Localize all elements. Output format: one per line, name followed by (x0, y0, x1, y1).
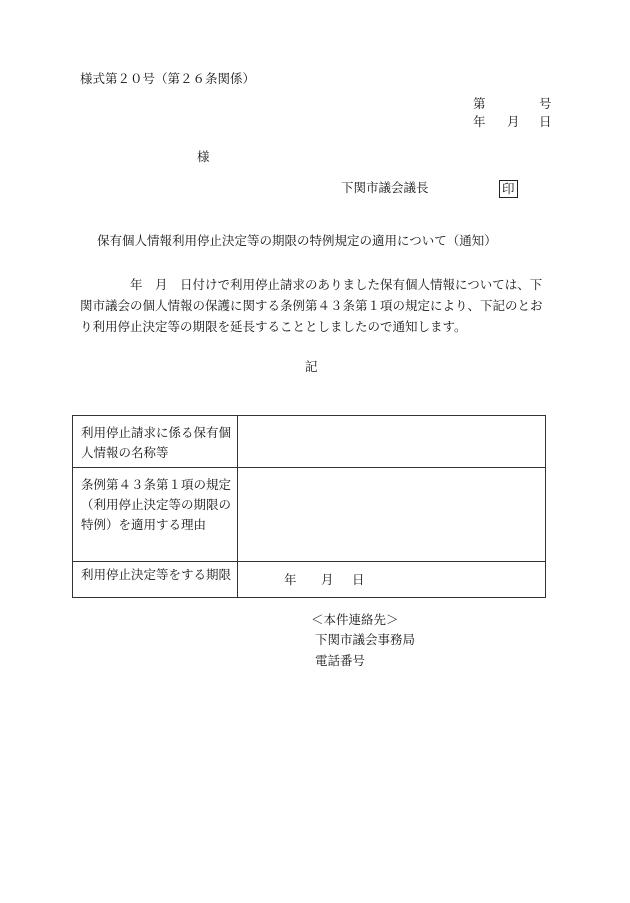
contact-phone-label: 電話番号 (315, 653, 366, 668)
table-row (73, 416, 546, 468)
table-cell-label: 利用停止請求に係る保有個人情報の名称等 (73, 416, 238, 468)
ki-heading: 記 (305, 359, 318, 374)
seal-label: 印 (499, 180, 518, 198)
doc-date-year: 年 (473, 114, 486, 129)
contact-header: ＜本件連絡先＞ (311, 612, 399, 627)
deadline-year: 年 (284, 572, 297, 587)
table-row (73, 468, 546, 562)
deadline-day: 日 (352, 572, 365, 587)
doc-date-month: 月 (507, 114, 520, 129)
form-header: 様式第２０号（第２６条関係） (80, 71, 256, 86)
info-table (72, 415, 546, 598)
doc-date-day: 日 (539, 114, 552, 129)
recipient-suffix: 様 (197, 149, 210, 164)
doc-number-go: 号 (539, 96, 552, 111)
table-cell-date (238, 562, 546, 598)
table-cell-value (238, 416, 546, 468)
table-cell-label: 利用停止決定等をする期限 (73, 562, 238, 598)
doc-number-dai: 第 (473, 96, 486, 111)
table-cell-label: 条例第４３条第１項の規定（利用停止決定等の期限の特例）を適用する理由 (73, 468, 238, 562)
deadline-month: 月 (321, 572, 334, 587)
body-paragraph: 年 月 日付けで利用停止請求のありました保有個人情報については、下関市議会の個人情報の保護に関する条例第４３条第１項の規定により、下記のとおり利用停止決定等の期限を延長することとしましたので通知します。 (80, 277, 543, 334)
table-row (73, 562, 546, 598)
sender-title: 下関市議会議長 (341, 180, 429, 195)
table-cell-value (238, 468, 546, 562)
document-title: 保有個人情報利用停止決定等の期限の特例規定の適用について（通知） (97, 233, 497, 248)
contact-office: 下関市議会事務局 (315, 632, 416, 647)
seal-mark (499, 180, 518, 198)
